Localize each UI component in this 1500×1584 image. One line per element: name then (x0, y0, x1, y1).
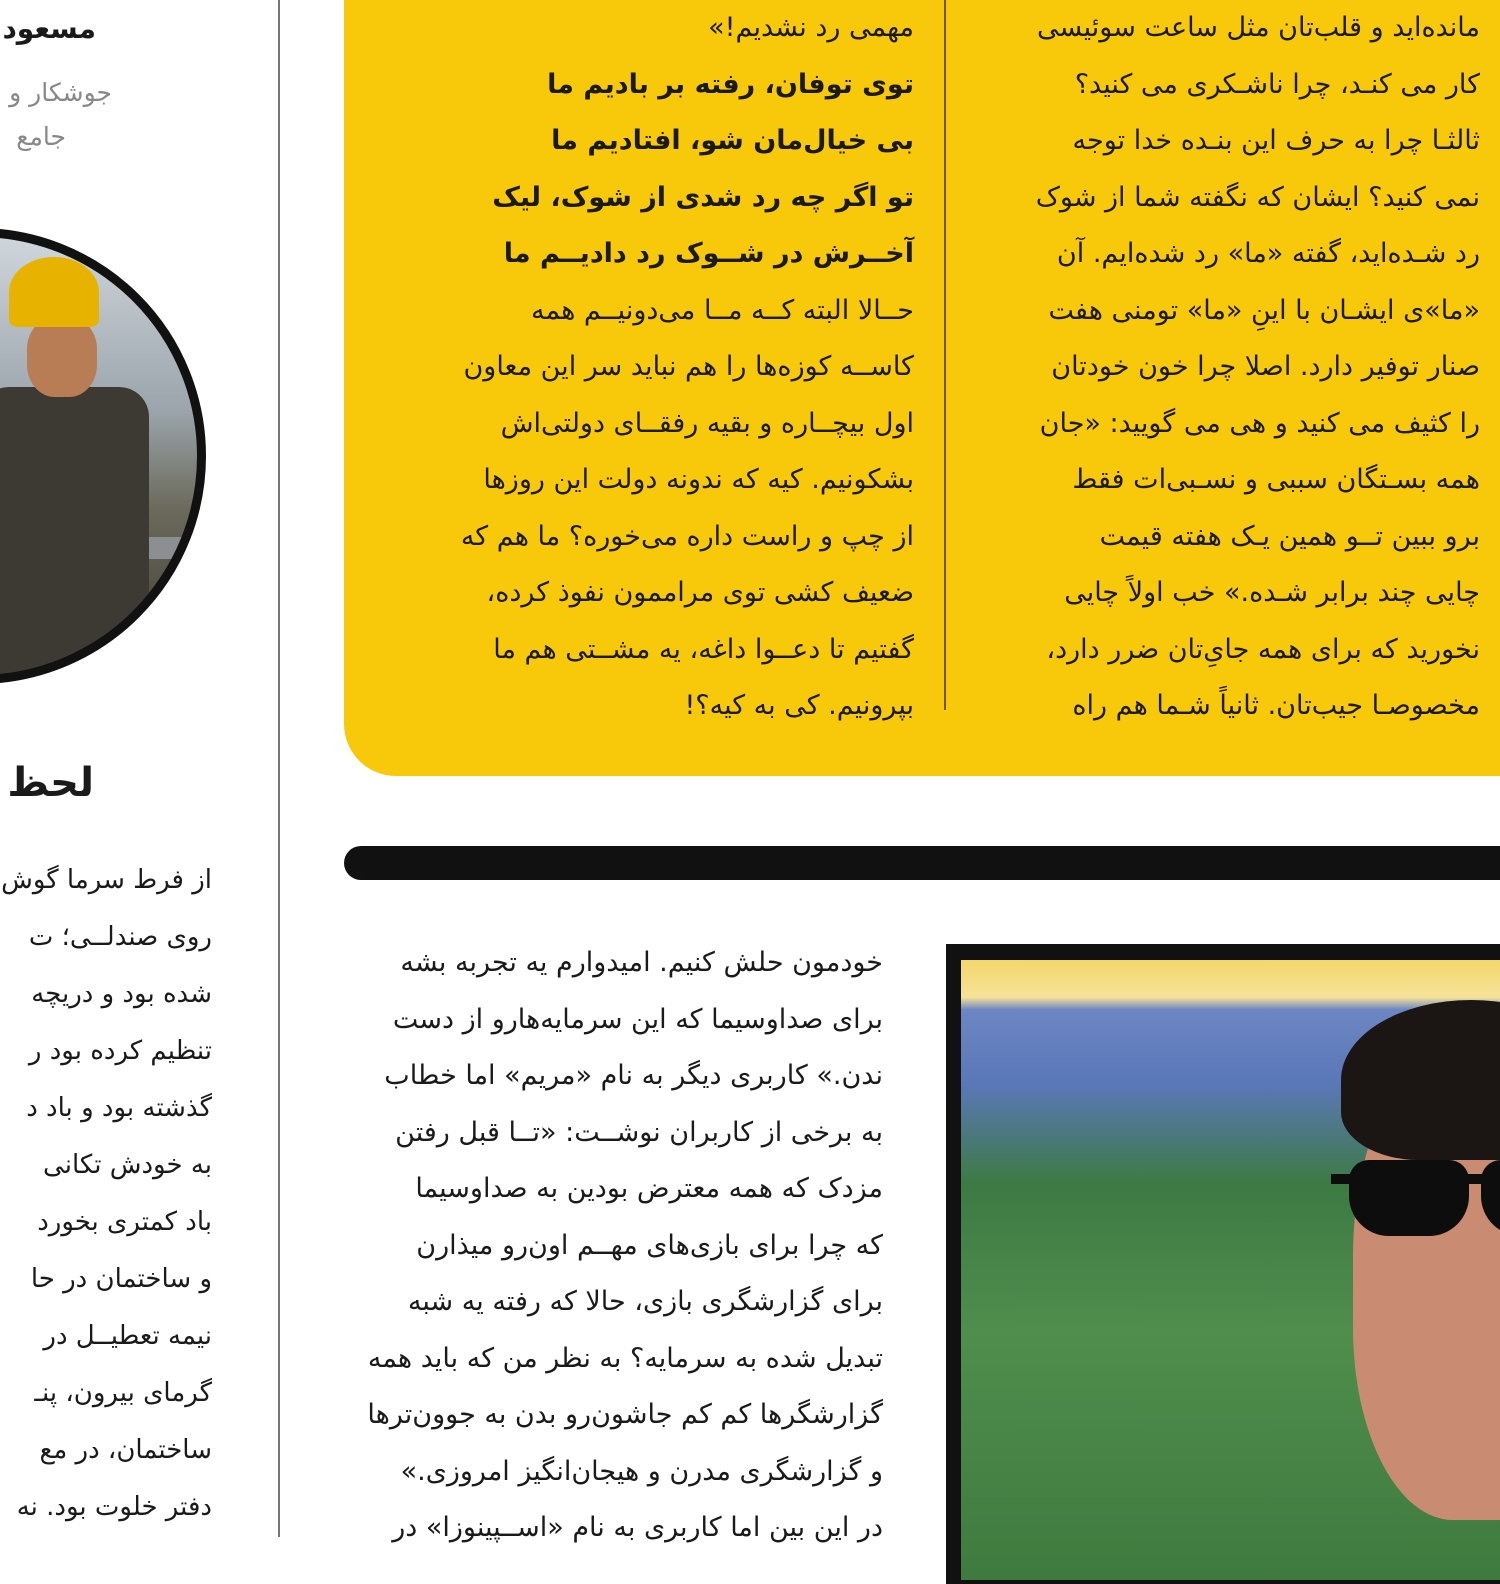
text-line: نمی کنید؟ ایشان که نگفته شما از شوک (1035, 181, 1480, 213)
author-photo (0, 228, 206, 684)
author-caption-line-2: جامع (16, 122, 66, 151)
side-line: نیمه تعطیــل در (43, 1321, 212, 1351)
sunglasses-left-lens (1349, 1160, 1469, 1236)
text-line: «ما»ی ایشـان با اینِ «ما» تومنی هفت (1048, 294, 1480, 326)
side-line: باد کمتری بخورد (37, 1207, 212, 1237)
side-column (0, 0, 278, 1537)
text-line: از چپ و راست داره می‌خوره؟ ما هم که (460, 520, 914, 552)
side-line: تنظیم کرده بود ر (28, 1036, 212, 1066)
text-line: اول بیچــاره و بقیه رفقــای دولتی‌اش (500, 407, 914, 439)
author-name: مسعود (2, 12, 96, 45)
text-line: مزدک که همه معترض بودین به صداوسیما (415, 1173, 883, 1204)
poem-line: توی توفان، رفته بر بادیم ما (547, 68, 914, 100)
text-line: برای صداوسیما که این سرمایه‌هارو از دست (392, 1003, 883, 1035)
text-line: کار می کنـد، چرا ناشـکری می کنید؟ (1074, 68, 1480, 100)
poem-line: تو اگر چه رد شدی از شوک، لیک (492, 181, 914, 213)
article-body (348, 935, 883, 1557)
side-line: از فرط سرما گوش (1, 865, 212, 895)
text-line: گزارشگرها کم کم جاشون‌رو بدن به جوون‌ترها (367, 1399, 883, 1430)
text-line: مانده‌اید و قلب‌تان مثل ساعت سوئیسی (1037, 12, 1480, 43)
side-line: دفتر خلوت بود. نه (16, 1492, 212, 1522)
text-line: به برخی از کاربران نوشــت: «تــا قبل رفتن (395, 1116, 883, 1148)
text-line: در این بین اما کاربری به نام «اســپینوزا» در (392, 1512, 883, 1543)
photo-worker-body (0, 387, 149, 677)
yellow-column-rule (944, 0, 946, 710)
side-article-heading: لحظ (7, 760, 94, 806)
text-line: مهمی رد نشدیم!» (708, 12, 914, 43)
text-line: ثالثـا چرا به حرف این بنـده خدا توجه (1072, 125, 1480, 156)
text-line: بشکونیم. کیه که ندونه دولت این روزها (483, 464, 914, 495)
side-line: ساختمان، در مع (39, 1435, 212, 1465)
text-line: و گزارشگری مدرن و هیجان‌انگیز امروزی.» (400, 1455, 883, 1487)
photo-worker-face (27, 317, 97, 397)
side-line: و ساختمان در حا (30, 1264, 212, 1294)
text-line: کاســه کوزه‌ها را هم نباید سر این معاون (463, 351, 914, 382)
side-line: گرمای بیرون، پنـ (34, 1378, 212, 1408)
side-article-body (0, 852, 212, 1536)
text-line: تبدیل شده به سرمایه؟ به نظر من که باید همه (367, 1342, 883, 1374)
text-line: صنار توفیر دارد. اصلا چرا خون خودتان (1051, 351, 1480, 382)
column-divider (278, 0, 280, 1537)
side-line: روی صندلــی؛ ت (28, 922, 212, 952)
section-separator-bar (344, 846, 1500, 880)
text-line: ندن.» کاربری دیگر به نام «مریم» اما خطاب (384, 1060, 883, 1091)
text-line: حــالا البته کــه مــا می‌دونیــم همه (530, 294, 914, 326)
text-line: چایی چند برابر شـده.» خب اولاً چایی (1064, 577, 1480, 608)
yellow-middle-column (414, 0, 914, 735)
poem-line: بی خیال‌مان شو، افتادیم ما (551, 125, 914, 156)
yellow-right-column (980, 0, 1480, 735)
text-line: برای گزارشگری بازی، حالا که رفته یه شبه (407, 1286, 883, 1317)
text-line: همه بسـتگان سببی و نسـبی‌ات فقط (1072, 464, 1480, 495)
side-line: شده بود و دریچه (31, 979, 212, 1009)
text-line: نخورید که برای همه جایِ‌تان ضرر دارد، (1046, 633, 1480, 665)
text-line: برو ببین تــو همین یـک هفته قیمت (1099, 520, 1480, 552)
photo-helmet (9, 257, 99, 327)
author-caption-line-1: جوشکار و (9, 78, 112, 107)
portrait-photo (961, 960, 1500, 1580)
portrait-hair (1341, 1000, 1500, 1160)
poem-line: آخــرش در شــوک رد دادیــم ما (503, 238, 914, 269)
text-line: بپرونیم. کی به کیه؟! (684, 690, 914, 721)
text-line: گفتیم تا دعــوا داغه، یه مشــتی هم ما (493, 633, 914, 665)
yellow-feature-box (344, 0, 1500, 776)
side-line: به خودش تکانی (43, 1150, 212, 1180)
text-line: که چرا برای بازی‌های مهــم اون‌رو میذارن (416, 1229, 883, 1261)
side-line: گذشته بود و باد د (26, 1093, 212, 1123)
text-line: را کثیف می کنید و هی می گویید: «جان (1039, 407, 1480, 439)
text-line: خودمون حلش کنیم. امیدوارم یه تجربه بشه (400, 947, 883, 978)
text-line: مخصوصـا جیب‌تان. ثانیاً شـما هم راه (1072, 690, 1480, 721)
text-line: رد شـده‌اید، گفته «ما» رد شده‌ایم. آن (1056, 238, 1480, 269)
text-line: ضعیف کشی توی مراممون نفوذ کرده، (486, 577, 914, 608)
